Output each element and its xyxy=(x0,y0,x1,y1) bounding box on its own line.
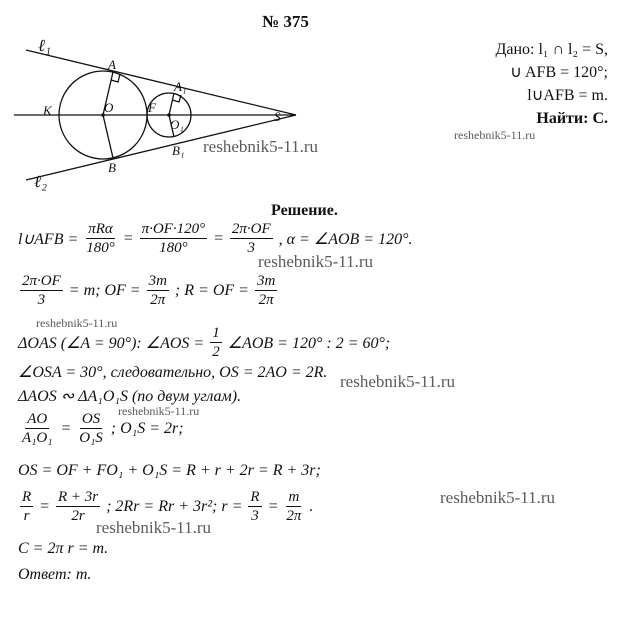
problem-number: № 375 xyxy=(262,12,309,31)
solution-heading: Решение. xyxy=(271,202,338,219)
fraction: $\frac{2\pi\cdot OF}{3}$ xyxy=(231,221,271,256)
solution-line-1: l∪AFB = $\frac{\text{πRα}}{180^\circ}$ = $\frac{\pi\cdot OF\cdot 120^\circ}{180^\circ}$ = $\frac{2\pi\cdot OF}{3}$ , α = ∠AOB = 120°. xyxy=(18,221,413,256)
solution-line-2: $\frac{2\pi\cdot OF}{3}$ = m; OF = $\frac{3m}{2\pi}$ ; R = OF = $\frac{3m}{2\pi}$ xyxy=(22,273,276,308)
answer-line: Ответ: m. xyxy=(18,566,92,583)
label-F: F xyxy=(148,100,156,115)
watermark: reshebnik5-11.ru xyxy=(96,518,212,537)
watermark: reshebnik5-11.ru xyxy=(118,404,200,418)
label-A1: A₁ xyxy=(174,79,187,94)
given-line-2: ∪ AFB = 120°; xyxy=(510,64,608,81)
radius-O1A1 xyxy=(169,93,174,115)
label-l2: ℓ₂ xyxy=(34,172,47,191)
fraction: $\frac{OS}{\text{O₁S}}$ xyxy=(79,411,103,446)
fraction: $\frac{R}{r}$ xyxy=(22,489,32,524)
fraction: $\frac{1}{2}$ xyxy=(212,325,220,360)
geometry-figure xyxy=(0,0,420,200)
given-line-1: Дано: l₁ ∩ l₂ = S, xyxy=(495,41,608,58)
label-B: B xyxy=(108,160,116,175)
watermark: reshebnik5-11.ru xyxy=(454,128,536,142)
watermark: reshebnik5-11.ru xyxy=(340,372,456,391)
fraction: $\frac{3m}{2\pi}$ xyxy=(256,273,276,308)
fraction: $\frac{AO}{\text{A₁O₁}}$ xyxy=(22,411,53,446)
label-O: O xyxy=(104,100,114,115)
fraction: $\frac{3m}{2\pi}$ xyxy=(148,273,167,308)
fraction: $\frac{R}{3}$ xyxy=(250,489,260,524)
solution-line-9: C = 2π r = m. xyxy=(18,540,109,557)
fraction: $\frac{m}{2\pi}$ xyxy=(286,489,302,524)
solution-line-8: $\frac{R}{r}$ = $\frac{R + 3r}{2r}$ ; 2Rr = Rr + 3r²; r = $\frac{R}{3}$ = $\frac{m}{2\pi}$ . xyxy=(22,489,314,524)
radius-OB xyxy=(103,115,113,158)
solution-line-6: $\frac{AO}{\text{A₁O₁}}$ = $\frac{OS}{\text{O₁S}}$ ; O₁S = 2r; xyxy=(22,411,184,446)
arc-length-lhs: l∪AFB = xyxy=(18,230,79,248)
line-l1 xyxy=(26,50,296,115)
watermark: reshebnik5-11.ru xyxy=(258,252,374,271)
given-line-3: l∪AFB = m. xyxy=(527,87,608,104)
label-S: S xyxy=(274,109,281,124)
given-block xyxy=(495,38,608,130)
fraction: $\frac{\pi\cdot OF\cdot 120^\circ}{180^\circ}$ xyxy=(141,221,206,256)
label-B1: B₁ xyxy=(172,143,185,158)
fraction: $\frac{R + 3r}{2r}$ xyxy=(57,489,99,524)
fraction: $\frac{2\pi\cdot OF}{3}$ xyxy=(22,273,61,308)
label-A: A xyxy=(108,57,116,72)
label-K: K xyxy=(43,103,52,118)
solution-line-4: ∠OSA = 30°, следовательно, OS = 2AO = 2R. xyxy=(18,364,328,381)
label-O1: O₁ xyxy=(170,117,184,132)
solution-line-7: OS = OF + FO₁ + O₁S = R + r + 2r = R + 3r; xyxy=(18,462,321,479)
watermark: reshebnik5-11.ru xyxy=(36,316,118,330)
fraction: $\frac{\text{πRα}}{180^\circ}$ xyxy=(86,221,115,256)
given-line-4: Найти: C. xyxy=(536,110,608,127)
watermark: reshebnik5-11.ru xyxy=(440,488,556,507)
label-l1: ℓ₁ xyxy=(38,36,51,55)
watermark: reshebnik5-11.ru xyxy=(203,137,319,156)
solution-line-5: ΔAOS ∾ ΔA₁O₁S (по двум углам). xyxy=(18,388,242,405)
solution-line-3: ΔOAS (∠A = 90°): ∠AOS = $\frac{1}{2}$ ∠AOB = 120° : 2 = 60°; xyxy=(18,325,391,360)
